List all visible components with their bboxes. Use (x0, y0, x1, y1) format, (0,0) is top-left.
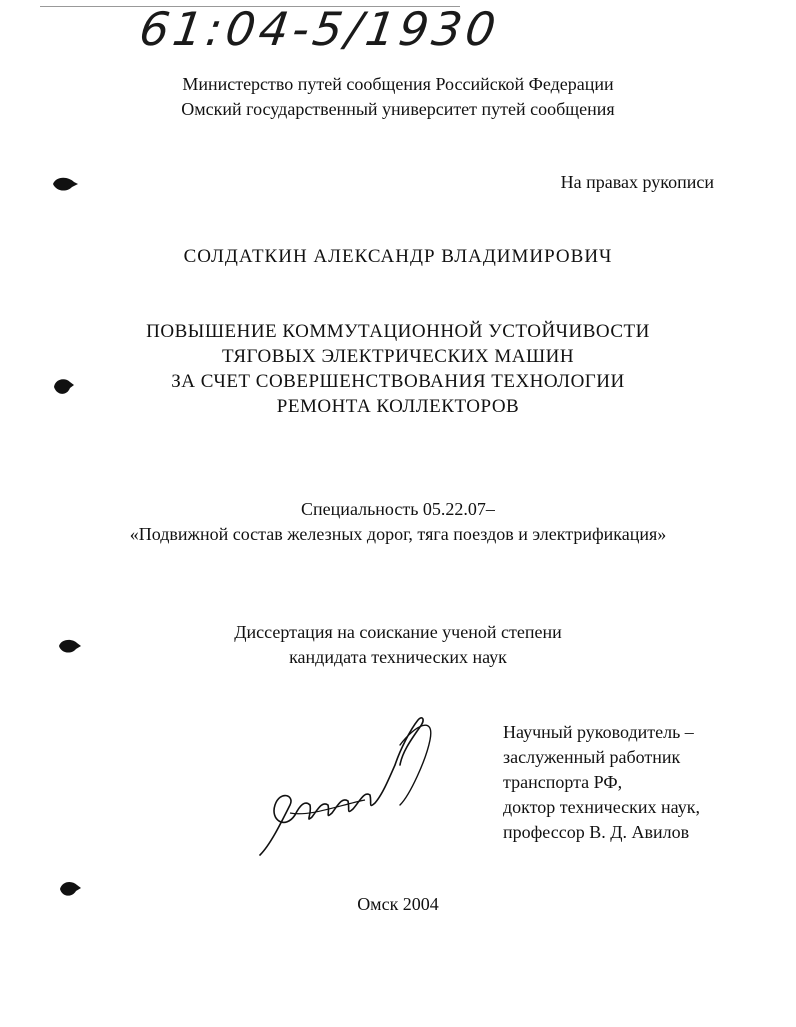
scientific-advisor-block (503, 720, 700, 845)
degree-block (0, 620, 796, 670)
city-year: Омск 2004 (357, 894, 439, 914)
title-line: ПОВЫШЕНИЕ КОММУТАЦИОННОЙ УСТОЙЧИВОСТИ (146, 321, 650, 342)
advisor-signature (250, 705, 450, 865)
specialty-name: «Подвижной состав железных дорог, тяга поездов и электрификация» (129, 524, 667, 544)
specialty-code: Специальность 05.22.07– (301, 499, 495, 519)
binding-hole-mark (50, 376, 76, 398)
author-name: СОЛДАТКИН АЛЕКСАНДР ВЛАДИМИРОВИЧ (183, 246, 613, 267)
advisor-line: доктор технических наук, (503, 797, 700, 817)
binding-hole-mark (50, 174, 80, 194)
advisor-line: профессор В. Д. Авилов (503, 822, 690, 842)
title-line: РЕМОНТА КОЛЛЕКТОРОВ (276, 396, 520, 417)
degree-line: кандидата технических наук (289, 647, 507, 667)
manuscript-rights-note: На правах рукописи (560, 172, 714, 192)
advisor-line: Научный руководитель – (503, 722, 694, 742)
dissertation-title (0, 319, 796, 419)
institution-block (0, 72, 796, 122)
specialty-block (0, 497, 796, 547)
university-name: Омский государственный университет путей сообщения (181, 99, 615, 119)
advisor-line: заслуженный работник (503, 747, 681, 767)
binding-hole-mark (56, 636, 82, 656)
advisor-line: транспорта РФ, (503, 772, 623, 792)
title-line: ЗА СЧЕТ СОВЕРШЕНСТВОВАНИЯ ТЕХНОЛОГИИ (171, 371, 625, 392)
ministry-name: Министерство путей сообщения Российской Федерации (182, 74, 614, 94)
degree-line: Диссертация на соискание ученой степени (234, 622, 562, 642)
title-line: ТЯГОВЫХ ЭЛЕКТРИЧЕСКИХ МАШИН (221, 346, 575, 367)
archive-number-handwritten: 61:04-5/1930 (136, 2, 503, 56)
